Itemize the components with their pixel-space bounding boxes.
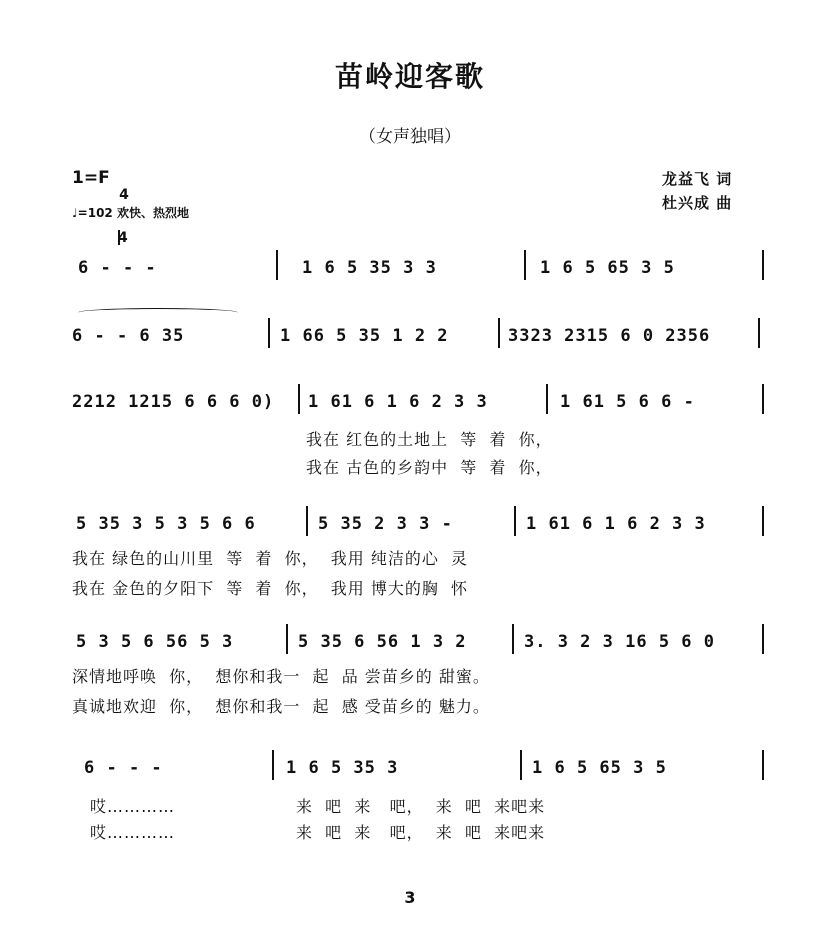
barline xyxy=(762,750,764,780)
barline xyxy=(762,384,764,414)
barline xyxy=(762,506,764,536)
lyric-line: 我在 金色的夕阳下 等 着 你， 我用 博大的胸 怀 xyxy=(72,579,469,598)
lyric-line: 我在 绿色的山川里 等 着 你， 我用 纯洁的心 灵 xyxy=(72,549,469,568)
barline xyxy=(268,318,270,348)
song-title: 苗岭迎客歌 xyxy=(334,60,485,93)
composer-credit: 杜兴成 曲 xyxy=(662,194,733,212)
lyric-line: 我在 古色的乡韵中 等 着 你， xyxy=(306,458,553,477)
time-signature-bottom: 4 xyxy=(118,230,128,246)
measure: 1 61 6 1 6 2 3 3 xyxy=(308,392,488,412)
song-subtitle: （女声独唱） xyxy=(359,127,461,147)
measure: 1 61 6 1 6 2 3 3 xyxy=(526,514,706,534)
lyric-line: 深情地呼唤 你， 想你和我一 起 品 尝苗乡的 甜蜜。 xyxy=(72,667,490,686)
lyric-line: 哎………… xyxy=(90,797,176,816)
barline xyxy=(524,250,526,280)
lyricist-credit: 龙益飞 词 xyxy=(662,170,733,188)
measure: 1 66 5 35 1 2 2 xyxy=(280,326,449,346)
measure: 1 6 5 35 3 3 xyxy=(302,258,437,278)
measure: 6 - - - xyxy=(78,258,157,278)
page-number: 3 xyxy=(404,888,416,907)
barline xyxy=(546,384,548,414)
lyric-line: 来 吧 来 吧， 来 吧 来吧来 xyxy=(296,823,546,842)
measure: 1 6 5 65 3 5 xyxy=(532,758,667,778)
barline xyxy=(762,250,764,280)
measure: 1 6 5 35 3 xyxy=(286,758,399,778)
barline xyxy=(758,318,760,348)
barline xyxy=(286,624,288,654)
measure: 3. 3 2 3 16 5 6 0 xyxy=(524,632,715,652)
lyric-line: 真诚地欢迎 你， 想你和我一 起 感 受苗乡的 魅力。 xyxy=(72,697,490,716)
lyric-line: 来 吧 来 吧， 来 吧 来吧来 xyxy=(296,797,546,816)
time-signature-top: 4 xyxy=(119,187,129,203)
measure: 5 35 3 5 3 5 6 6 xyxy=(76,514,256,534)
barline xyxy=(520,750,522,780)
key-signature: 1=F xyxy=(72,168,110,188)
measure: 6 - - 6 35 xyxy=(72,326,185,346)
measure: 3323 2315 6 0 2356 xyxy=(508,326,711,346)
measure: 5 35 6 56 1 3 2 xyxy=(298,632,467,652)
measure: 1 61 5 6 6 - xyxy=(560,392,695,412)
barline xyxy=(298,384,300,414)
measure: 1 6 5 65 3 5 xyxy=(540,258,675,278)
barline xyxy=(514,506,516,536)
measure: 5 35 2 3 3 - xyxy=(318,514,453,534)
barline xyxy=(276,250,278,280)
measure: 6 - - - xyxy=(84,758,163,778)
barline xyxy=(272,750,274,780)
tempo-marking: ♩=102 欢快、热烈地 xyxy=(72,206,189,220)
measure: 5 3 5 6 56 5 3 xyxy=(76,632,234,652)
barline xyxy=(498,318,500,348)
barline xyxy=(512,624,514,654)
lyric-line: 我在 红色的土地上 等 着 你， xyxy=(306,430,553,449)
tie-arc xyxy=(78,308,238,317)
lyric-line: 哎………… xyxy=(90,823,176,842)
barline xyxy=(762,624,764,654)
measure: 2212 1215 6 6 6 0) xyxy=(72,392,275,412)
barline xyxy=(306,506,308,536)
